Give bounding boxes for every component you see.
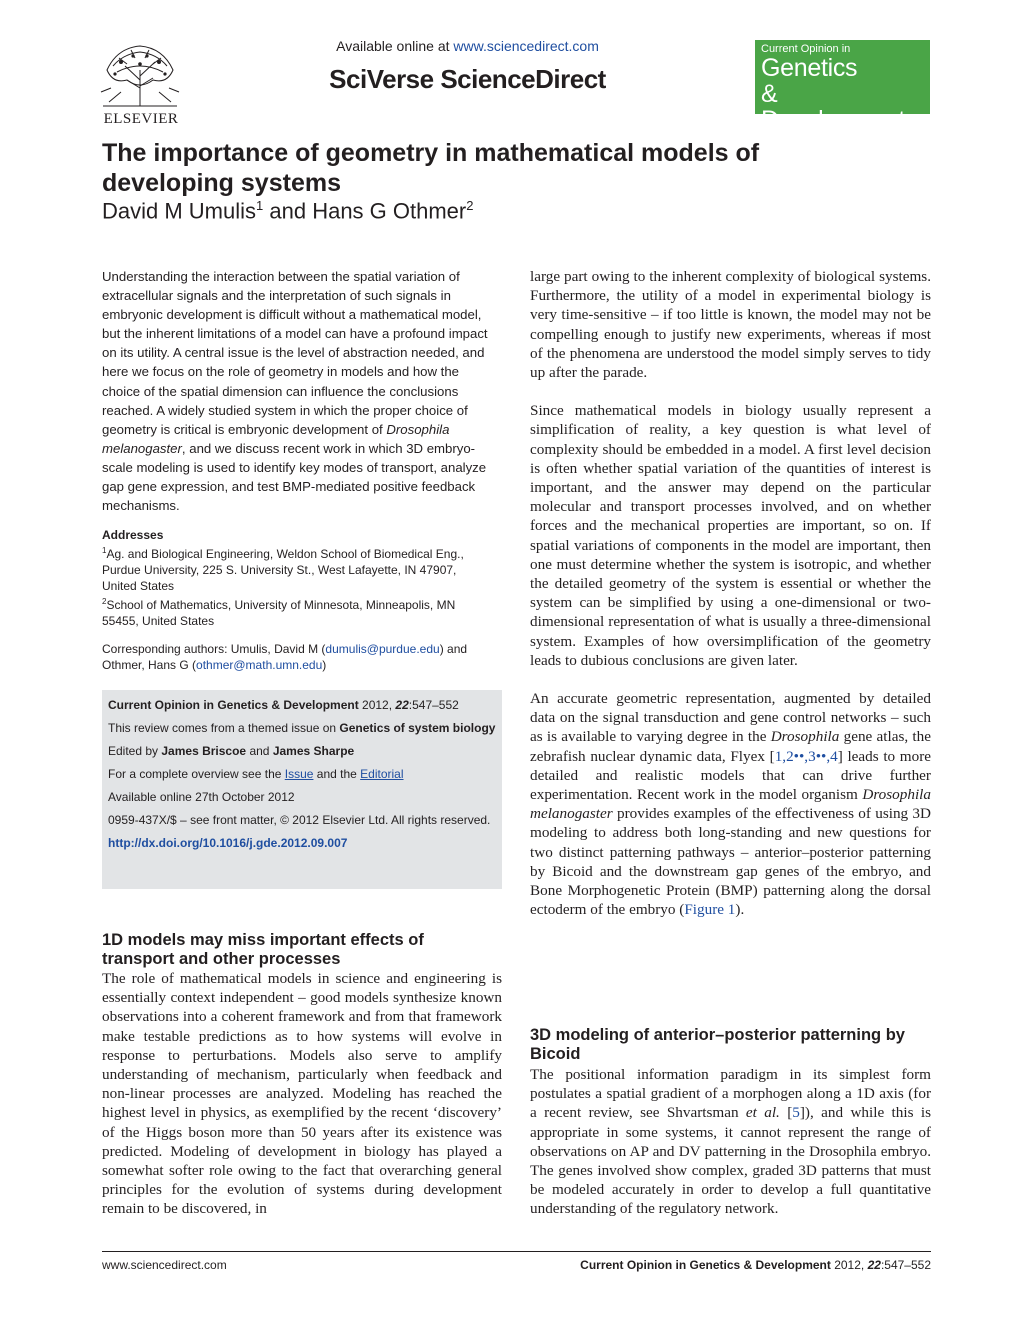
overview-prefix: For a complete overview see the bbox=[108, 767, 285, 781]
article-title: The importance of geometry in mathematical models of developing systems bbox=[102, 139, 760, 197]
available-prefix: Available online at bbox=[336, 38, 454, 54]
editors-line bbox=[108, 743, 496, 759]
theme-prefix: This review comes from a themed issue on bbox=[108, 721, 340, 735]
author-conjunction: and bbox=[263, 198, 313, 224]
paragraph-text: [ bbox=[779, 1104, 793, 1122]
footer-divider bbox=[102, 1251, 931, 1252]
paragraph-species: Drosophila bbox=[770, 728, 840, 746]
platform-name: SciVerse ScienceDirect bbox=[329, 64, 606, 94]
citation-line bbox=[108, 697, 496, 713]
footer-pages: :547–552 bbox=[880, 1258, 931, 1272]
copyright-line: 0959-437X/$ – see front matter, © 2012 Elsevier Ltd. All rights reserved. bbox=[108, 813, 491, 827]
footer-citation bbox=[580, 1258, 931, 1272]
corresponding-text: ) and Othmer, Hans G ( bbox=[102, 642, 468, 673]
affiliation-number: 2 bbox=[102, 597, 107, 607]
email-link[interactable]: othmer@math.umn.edu bbox=[196, 658, 323, 673]
abstract bbox=[102, 267, 493, 515]
journal-badge-prefix: Current Opinion in bbox=[761, 43, 851, 55]
journal-badge-line2: & Development bbox=[761, 80, 906, 134]
paragraph-text: ]), and while this is appropriate in some systems, it cannot represent the range of observations on AP and DV patterning in the Drosophila embryo. The genes involved show complex, graded 3D patterns that must be modeled accurately in order to develop a full quantitative understanding of the regulatory network. bbox=[530, 1104, 931, 1218]
available-online-date: Available online 27th October 2012 bbox=[108, 790, 295, 804]
reference-link[interactable]: 5 bbox=[792, 1104, 800, 1122]
left-column bbox=[102, 267, 493, 673]
email-link[interactable]: dumulis@purdue.edu bbox=[325, 642, 440, 657]
editorial-link[interactable]: Editorial bbox=[360, 767, 404, 781]
paragraph-text: ). bbox=[735, 901, 745, 919]
editor-name: James Sharpe bbox=[272, 744, 355, 758]
footer-volume: 22 bbox=[867, 1258, 881, 1272]
sciencedirect-link[interactable]: www.sciencedirect.com bbox=[453, 38, 599, 54]
author-name: David M Umulis bbox=[102, 198, 257, 224]
paragraph-text: gene atlas, the zebrafish nuclear dynamic data, Flyex [ bbox=[530, 728, 931, 765]
paragraph-text: The positional information paradigm in its simplest form postulates a spatial gradient of a morphogen along a 1D axis (for a recent review, see Shvartsman bbox=[530, 1066, 931, 1122]
citation-year: 2012, bbox=[358, 698, 396, 712]
citation-volume: 22 bbox=[395, 698, 409, 712]
abstract-text: Understanding the interaction between the spatial variation of extracellular signals and the interpretation of such signals in embryonic development is difficult without a mathematical model, but the inherent limitations of a model can have a profound impact on its utility. A central issue is the level of abstraction needed, and here we focus on the role of geometry in models and how the choice of the spatial dimension can influence the conclusions reached. A widely studied system in which the proper choice of geometry is critical is embryonic development of bbox=[102, 269, 488, 437]
figure-link[interactable]: Figure 1 bbox=[684, 901, 736, 919]
corresponding-text: Corresponding authors: Umulis, David M ( bbox=[102, 642, 326, 657]
reference-link[interactable]: 1,2••,3••,4 bbox=[774, 747, 838, 765]
section-heading: 3D modeling of anterior–posterior patterning by Bicoid bbox=[530, 1026, 905, 1063]
section-heading: 1D models may miss important effects of transport and other processes bbox=[102, 931, 424, 968]
editor-name: James Briscoe bbox=[161, 744, 247, 758]
theme-name: Genetics of system biology bbox=[339, 721, 496, 735]
author-line bbox=[102, 198, 473, 224]
body-paragraph bbox=[530, 1065, 931, 1219]
paragraph-text: An accurate geometric representation, augmented by detailed data on the signal transduction and gene control networks – such as is available to varying degree in the bbox=[530, 690, 931, 746]
author-affiliation-marker: 2 bbox=[466, 198, 474, 213]
body-paragraph: Since mathematical models in biology usually represent a simplification of reality, a key question is what level of complexity should be embedded in a model. A first level decision is often whether spatial variation of the quantities of interest is important, and the answer may depend on the particular molecular and transport processes involved, and on whether forces and the mechanical properties are important, so on. If spatial variations of components in the model are important, then one must determine whether the system is isotropic, and whether the detailed geometry of the system is essential or whether the system can be simplified by using a one-dimensional or two-dimensional representation of what is usually a three-dimensional system. Examples of how oversimplification of the geometry leads to dubious conclusions are given later. bbox=[530, 402, 931, 669]
citation-journal: Current Opinion in Genetics & Development bbox=[108, 698, 359, 712]
corresponding-text: ) bbox=[322, 658, 327, 673]
paragraph-etal: et al. bbox=[745, 1104, 780, 1122]
citation-pages: :547–552 bbox=[408, 698, 459, 712]
issue-link[interactable]: Issue bbox=[284, 767, 314, 781]
journal-badge-line1: Genetics bbox=[761, 54, 858, 82]
affiliation-text: Ag. and Biological Engineering, Weldon School of Biomedical Eng., Purdue University, 225 S. University St., West Lafayette, IN 47907, United States bbox=[102, 547, 464, 594]
theme-line bbox=[108, 720, 496, 736]
body-paragraph: The role of mathematical models in science and engineering is essentially context independent – good models synthesize known observations into a coherent framework and from that framework make testable predictions as to how systems will evolve in response to perturbations. Models also serve to amplify understanding of mechanism, particularly when feedback and non-linear processes are analyzed. Modeling has reached the highest level in physics, as exemplified by the recent ‘discovery’ of the Higgs boson more than 50 years after its existence was predicted. Modeling of development in biology has played a somewhat softer role owing to the fact that overarching general principles for the evolution of systems during development remain to be discovered, in bbox=[102, 970, 502, 1218]
affiliation-text: School of Mathematics, University of Minnesota, Minneapolis, MN 55455, United States bbox=[102, 598, 456, 629]
abstract-species: Drosophila melanogaster bbox=[102, 421, 450, 456]
corresponding-authors bbox=[102, 641, 493, 673]
paragraph-text: provides examples of the effectiveness of using 3D modeling to address both long-standing and new questions for two distinct patterning pathways – anterior–posterior patterning by Bicoid and the downstream gap genes of the embryo, and Bone Morphogenetic Protein (BMP) patterning along the dorsal ectoderm of the embryo ( bbox=[530, 805, 931, 919]
footer-journal: Current Opinion in Genetics & Development bbox=[580, 1258, 831, 1272]
elsevier-wordmark: ELSEVIER bbox=[103, 111, 179, 127]
paragraph-text: ] leads to more detailed and realistic models that can drive further experimentation. Recent work in the model organism bbox=[530, 747, 931, 804]
body-paragraph: large part owing to the inherent complexity of biological systems. Furthermore, the utility of a model in experimental biology is very time-sensitive – if too little is known, the model may not be compelling enough to justify new experiments, whereas if most of the phenomena are understood the model simply serves to tidy up after the parade. bbox=[530, 268, 931, 382]
paragraph-species: Drosophila melanogaster bbox=[530, 786, 931, 823]
addresses-heading: Addresses bbox=[102, 528, 164, 543]
author-name: Hans G Othmer bbox=[312, 198, 467, 224]
editors-and: and bbox=[246, 744, 273, 758]
right-column bbox=[530, 267, 931, 920]
overview-line bbox=[108, 766, 496, 782]
addresses bbox=[102, 527, 493, 629]
footer-site[interactable]: www.sciencedirect.com bbox=[102, 1258, 227, 1272]
author-affiliation-marker: 1 bbox=[256, 198, 264, 213]
doi-link[interactable]: http://dx.doi.org/10.1016/j.gde.2012.09.007 bbox=[108, 836, 348, 850]
footer-year: 2012, bbox=[830, 1258, 868, 1272]
abstract-text: , and we discuss recent work in which 3D embryo-scale modeling is used to identify key modes of transport, analyze gap gene expression, and test BMP-mediated positive feedback mechanisms. bbox=[102, 440, 487, 514]
affiliation-number: 1 bbox=[102, 546, 107, 556]
overview-and: and the bbox=[313, 767, 361, 781]
article-info-box bbox=[102, 690, 502, 889]
journal-badge bbox=[755, 40, 930, 134]
body-paragraph bbox=[530, 689, 931, 919]
editors-prefix: Edited by bbox=[108, 744, 162, 758]
